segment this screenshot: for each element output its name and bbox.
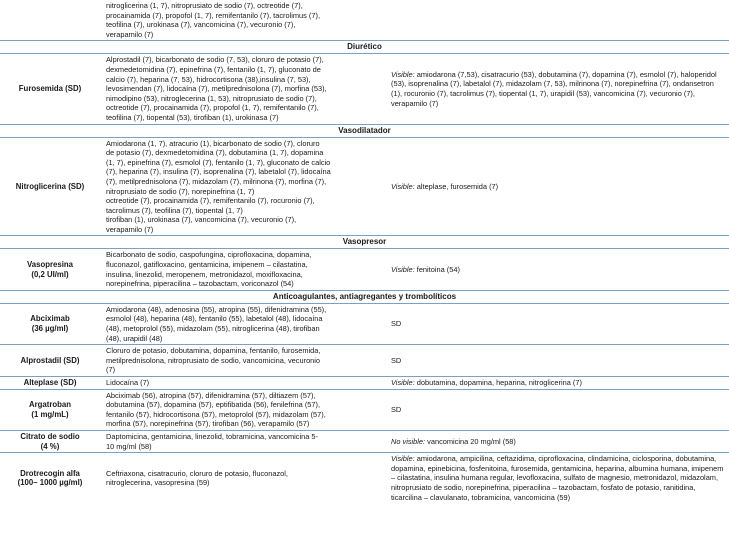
incompatible-cell [383,249,729,289]
incompatible-text: SD [391,319,402,329]
table-row [0,377,729,390]
compatible-cell: Bicarbonato de sodio, caspofungina, ciprofloxacina, dopamina, fluconazol, gatifloxacino, gentamicina, imipenem – cilastatina, insulina, linezolid, meropenem, metronidazol, moxifloxacina, norepinefrina, piperacilina – tazobactam, voriconazol (54) [106,250,312,289]
section-header: Vasopresor [0,236,729,249]
compatible-cell: Ceftriaxona, cisatracurio, cloruro de potasio, fluconazol, nitroglecerina, vasopresina (59) [106,468,288,488]
drug-cell: Nitroglicerina (SD) [15,181,85,191]
incompatible-cell [383,304,729,344]
table-row [0,249,729,290]
drug-cell: Furosemida (SD) [18,84,82,94]
drug-cell: Alteplase (SD) [23,378,77,387]
incompatible-label: Visible: [391,69,415,79]
compatible-cell: Alprostadil (7), bicarbonato de sodio (7, 53), cloruro de potasio (7), dexmedetomidina (7), epinefrina (7), fentanilo (1, 7), gluconato de calcio (7), heparina (7, 53), hidrocortisona (38),insulina (7, 53), levosimendan (7), lidocaína (7), metilprednisolona (7), morfina (53), nimodipino (53), nitroglecerina (1, 53), nitroprusiato de sodio (7), octreotide (7), procainamida (7), propofol (1, 7), remifentanilo (7), teofilina (7), tiopental (53), tirofiban (1), urokinasa (7) [106,55,327,122]
incompatible-cell [383,453,729,503]
drug-cell [0,0,100,40]
incompatible-cell [383,54,729,123]
compatible-cell: Lidocaína (7) [106,378,150,387]
incompatible-text: alteplase, furosemida (7) [416,181,499,191]
incompatible-text: fenitoina (54) [416,264,460,274]
incompatible-cell [383,431,729,452]
table-row [0,431,729,453]
compatible-cell: nitroglicerina (1, 7), nitroprusiato de sodio (7), octreotide (7), procainamida (7), propofol (1, 7), remifentanilo (7), tacrolimus (7), teofilina (7), urokinasa (7), vancomicina (7), vecuronio (7), verapamilo (7) [106,1,321,39]
drug-cell: Abciximab (36 µg/ml) [30,314,70,334]
incompatible-label: No visible: [391,436,426,446]
incompatible-label: Visible: [391,264,415,274]
incompatible-label: Visible: [391,454,415,464]
drug-cell: Argatroban (1 mg/mL) [28,400,72,419]
section-header: Anticoagulantes, antiagregantes y trombolíticos [0,291,729,304]
incompatible-label: Visible: [391,378,415,387]
drug-cell: Alprostadil (SD) [20,355,80,365]
table-row [0,0,729,41]
incompatible-text: dobutamina, dopamina, heparina, nitroglicerina (7) [416,378,582,387]
section-header: Diurético [0,41,729,54]
table-row [0,345,729,377]
table-row [0,138,729,237]
table-row [0,390,729,431]
incompatible-text: vancomicina 20 mg/ml (58) [427,436,516,446]
compatible-cell: Amiodarona (48), adenosina (55), atropina (55), difenidramina (55), esmolol (48), heparina (48), fentanilo (55), labetalol (48), lidocaína (48), metoprolol (55), midazolam (55), nitroglicerina (48), tirofiban (48), urapidil (48) [106,304,327,343]
compatible-cell: Cloruro de potasio, dobutamina, dopamina, fentanilo, furosemida, metilprednisolona, nitroprusiato de sodio, vancomicina, vecuronio (7) [106,346,321,375]
incompatible-cell [383,390,729,430]
compatible-cell: Abciximab (56), atropina (57), difenidramina (57), diltiazem (57), dobutamina (57), dopamina (57), eptifibatida (56), fenilefrina (57), fentanilo (57), hidrocortisona (57), metoprolol (57), midazolam (57), morfina (57), norepinefrina (57), tirofiban (56), verapamilo (57) [106,390,326,429]
table-row [0,304,729,345]
incompatible-cell [383,377,729,389]
incompatible-text: amiodarona (7,53), cisatracurio (53), dobutamina (7), dopamina (7), esmolol (7), haloperidol (53), isoprenalina (7), labetalol (7), midazolam (7, 53), milrinona (7), norepinefrina (7), ondansetron (1), rocuronio (7), tacrolimus (7), tiopental (1, 7), urapidil (53), vancomicina (7), vecuronio (7), verapamilo (7) [391,69,717,108]
drug-cell: Vasopresina (0,2 UI/ml) [27,260,73,279]
drug-cell: Drotrecogin alfa (100– 1000 µg/ml) [17,468,83,488]
section-header: Vasodilatador [0,125,729,138]
table-row [0,453,729,503]
incompatible-cell [383,138,729,236]
compatible-cell: Amiodarona (1, 7), atracurio (1), bicarbonato de sodio (7), cloruro de potasio (7), dexmedetomidina (7), dobutamina (1, 7), dopamina (1, 7), epinefrina (7), esmolol (7), fentanilo (1, 7), gluconato de calcio (7), heparina (7), insulina (7), isoprenalina (7), labetalol (7), lidocaína (7), metilprednisolona (7), midazolam (7), milrinona (7), morfina (7), nitroprusiato de sodio (7), norepinefrina (1, 7) octreotide (7), procainamida (7), remifentanilo (7), rocuronio (7), tacrolimus (7), teofilina (7), tiopental (1, 7) tirofiban (1), urokinasa (7), vancomicina (7), vecuronio (7), verapamilo (7) [106,138,331,234]
incompatible-text: SD [391,355,402,365]
drug-cell: Citrato de sodio (4 %) [20,431,80,451]
incompatible-text: SD [391,404,402,414]
table-row [0,54,729,124]
incompatible-cell [383,345,729,376]
compatible-cell: Daptomicina, gentamicina, linezolid, tobramicina, vancomicina 5- 10 mg/ml (58) [106,431,318,451]
incompatible-label: Visible: [391,181,415,191]
incompatible-cell [383,0,729,40]
incompatible-text: amiodarona, ampicilina, ceftazidima, ciprofloxacina, clindamicina, ciclosporina, dobutamina, dopamina, epinebicina, fosfenitoina, furosemida, gentamicina, heparina, albumina humana, imipenem – cilastatina, insulina humana regular, levofloxacina, sulfato de magnesio, metronidazol, midazolam, nitroprusiato de sodio, norepinefrina, piperacilina – tazobactam, fosfato de potasio, ranitidina, ticarcilina – clavulanato, tobramicina, vancomicina (59) [391,454,724,502]
